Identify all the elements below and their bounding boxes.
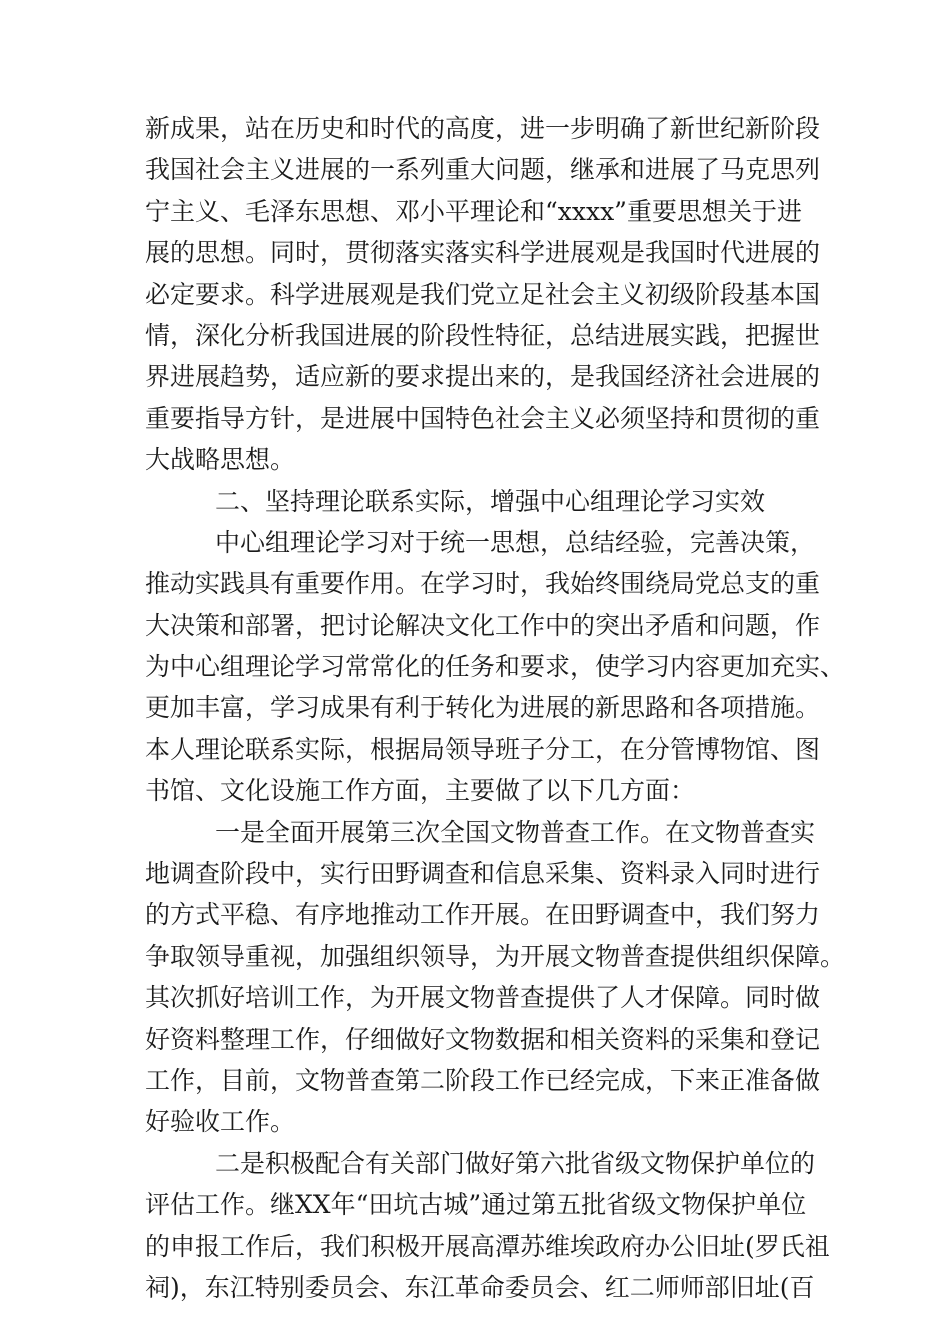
- text-line: 争取领导重视，加强组织领导，为开展文物普查提供组织保障。: [145, 941, 846, 971]
- text-line: 展的思想。同时，贯彻落实落实科学进展观是我国时代进展的: [145, 238, 821, 268]
- paragraph-start-line: 二是积极配合有关部门做好第六批省级文物保护单位的: [215, 1148, 816, 1178]
- text-line: 的申报工作后，我们积极开展高潭苏维埃政府办公旧址(罗氏祖: [145, 1231, 830, 1261]
- paragraph-start-line: 中心组理论学习对于统一思想，总结经验，完善决策，: [215, 527, 816, 557]
- text-line: 本人理论联系实际，根据局领导班子分工，在分管博物馆、图: [145, 734, 821, 764]
- document-page: [145, 108, 846, 1308]
- text-line: 其次抓好培训工作，为开展文物普查提供了人才保障。同时做: [145, 983, 821, 1013]
- text-line: 宁主义、毛泽东思想、邓小平理论和“xxxx”重要思想关于进: [145, 196, 802, 226]
- text-line: 的方式平稳、有序地推动工作开展。在田野调查中，我们努力: [145, 900, 821, 930]
- paragraph-start-line: 一是全面开展第三次全国文物普查工作。在文物普查实: [215, 817, 816, 847]
- text-line: 大战略思想。: [145, 445, 296, 475]
- section-heading: 二、坚持理论联系实际，增强中心组理论学习实效: [215, 486, 766, 516]
- text-line: 好验收工作。: [145, 1107, 296, 1137]
- text-line: 评估工作。继XX年“田坑古城”通过第五批省级文物保护单位: [145, 1190, 807, 1220]
- text-line: 重要指导方针，是进展中国特色社会主义必须坚持和贯彻的重: [145, 403, 821, 433]
- text-line: 书馆、文化设施工作方面，主要做了以下几方面：: [145, 776, 696, 806]
- text-line: 为中心组理论学习常常化的任务和要求，使学习内容更加充实、: [145, 652, 846, 682]
- text-line: 祠)，东江特别委员会、东江革命委员会、红二师师部旧址(百: [145, 1272, 815, 1302]
- text-line: 地调查阶段中，实行田野调查和信息采集、资料录入同时进行: [145, 859, 821, 889]
- text-line: 必定要求。科学进展观是我们党立足社会主义初级阶段基本国: [145, 279, 821, 309]
- text-line: 好资料整理工作，仔细做好文物数据和相关资料的采集和登记: [145, 1024, 821, 1054]
- text-line: 我国社会主义进展的一系列重大问题，继承和进展了马克思列: [145, 155, 821, 185]
- text-line: 推动实践具有重要作用。在学习时，我始终围绕局党总支的重: [145, 569, 821, 599]
- text-line: 界进展趋势，适应新的要求提出来的，是我国经济社会进展的: [145, 362, 821, 392]
- text-line: 大决策和部署，把讨论解决文化工作中的突出矛盾和问题，作: [145, 610, 821, 640]
- text-line: 新成果，站在历史和时代的高度，进一步明确了新世纪新阶段: [145, 114, 821, 143]
- text-line: 工作，目前，文物普查第二阶段工作已经完成，下来正准备做: [145, 1065, 821, 1095]
- text-line: 情，深化分析我国进展的阶段性特征，总结进展实践，把握世: [145, 320, 821, 350]
- text-line: 更加丰富，学习成果有利于转化为进展的新思路和各项措施。: [145, 693, 821, 723]
